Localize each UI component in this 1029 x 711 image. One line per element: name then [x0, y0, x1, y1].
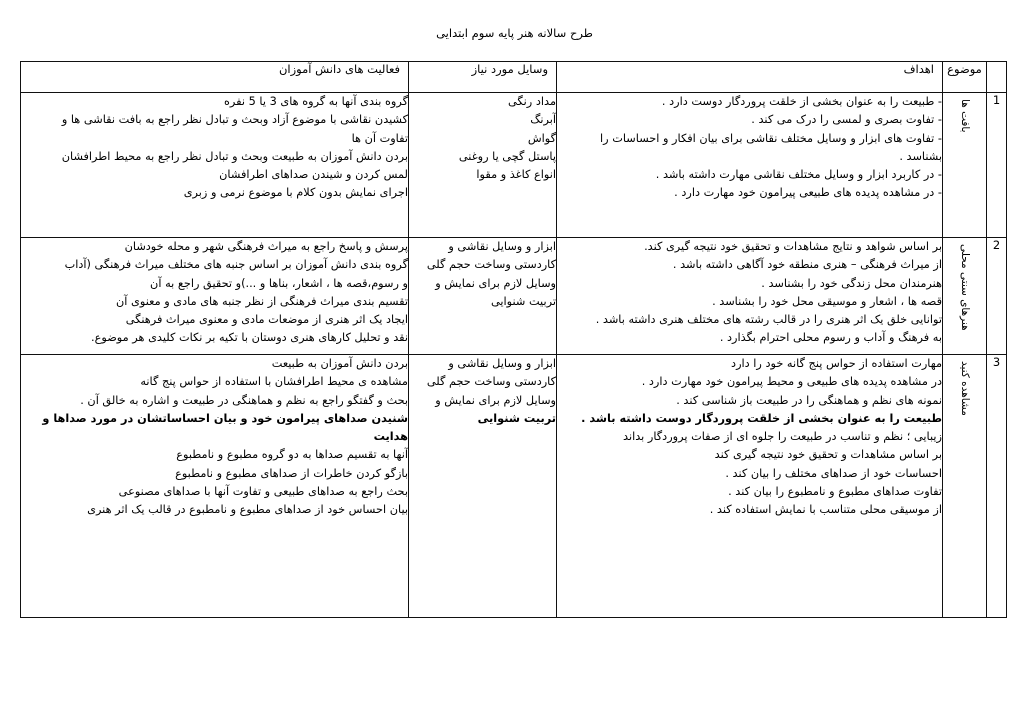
cell-line: تقسیم بندی میراث فرهنگی از نظر جنبه های مادی و معنوی آن — [116, 294, 408, 308]
cell-line: قصه ها ، اشعار و موسیقی محل خود را بشناسد . — [712, 294, 942, 308]
cell-line: بر اساس مشاهدات و تحقیق خود نتیجه گیری کند — [714, 448, 942, 462]
table-header — [21, 62, 1007, 93]
header-label-materials: وسایل مورد نیاز — [471, 62, 548, 76]
cell-line: کشیدن نقاشی با موضوع آزاد وبحث و تبادل نظر راجع به بافت نقاشی ها و — [61, 113, 408, 127]
cell-line: بر اساس شواهد و نتایج مشاهدات و تحقیق خود نتیجه گیری کند. — [644, 240, 942, 253]
cell-line: - در مشاهده پدیده های طبیعی پیرامون خود مهارت دارد . — [674, 186, 942, 200]
row-materials — [409, 238, 557, 355]
header-cell-subject — [943, 62, 987, 93]
cell-line: مهارت استفاده از حواس پنج گانه خود را دارد — [731, 357, 942, 370]
cell-line: اجرای نمایش بدون کلام با موضوع نرمی و زبری — [183, 186, 408, 200]
annual-plan-table — [20, 61, 1007, 618]
cell-line: احساسات خود از صداهای مختلف را بیان کند . — [725, 466, 942, 480]
cell-line: گواش — [527, 131, 556, 145]
row-subject-label: مشاهده کنید — [959, 361, 972, 416]
table-row — [21, 355, 1007, 618]
row-subject — [943, 238, 987, 355]
cell-line: بازگو کردن خاطرات از صداهای مطبوع و نامطبوع — [175, 466, 408, 480]
cell-line: کاردستی وساخت حجم گلی — [426, 375, 556, 389]
row-goals — [557, 355, 943, 618]
cell-line: - طبیعت را به عنوان بخشی از خلقت پروردگار دوست دارد . — [661, 95, 942, 108]
cell-line: آنها به تقسیم صداها به دو گروه مطبوع و نامطبوع — [176, 448, 408, 462]
cell-line: وسایل لازم برای نمایش و — [435, 393, 556, 407]
cell-line: - تفاوت های ابزار و وسایل مختلف نقاشی برای بیان افکار و احساسات را — [600, 131, 942, 145]
cell-line: توانایی خلق یک اثر هنری را در قالب رشته های مختلف هنری داشته باشد . — [595, 313, 942, 327]
annual-plan-table-container — [21, 61, 1007, 618]
cell-line: لمس کردن و شیندن صداهای اطرافشان — [219, 168, 408, 182]
cell-line: بحث راجع به صداهای طبیعی و تفاوت آنها با صداهای مصنوعی — [118, 485, 408, 499]
cell-line: شنیدن صداهای پیرامون خود و بیان احساساتشان در مورد صداها و هدایت — [42, 411, 408, 444]
header-row — [21, 62, 1007, 93]
row-activities — [21, 238, 409, 355]
cell-line: ابزار و وسایل نقاشی و — [448, 357, 556, 370]
table-body — [21, 93, 1007, 618]
row-goals — [557, 93, 943, 238]
row-subject-label: بافت ها — [959, 99, 972, 133]
cell-line: مشاهده ی محیط اطرافشان با استفاده از حواس پنج گانه — [140, 375, 408, 389]
table-row — [21, 238, 1007, 355]
cell-line: و رسوم،قصه ها ، اشعار، بناها و ...)و تحقیق راجع به آن — [150, 276, 408, 290]
cell-line: - تفاوت بصری و لمسی را درک می کند . — [751, 113, 942, 127]
cell-line: بردن دانش آموزان به طبیعت وبحث و تبادل نظر راجع به محیط اطرافشان — [61, 149, 408, 163]
cell-line: مداد رنگی — [508, 95, 556, 108]
cell-line: طبیعت را به عنوان بخشی از خلقت پروردگار دوست داشته باشد . — [581, 411, 942, 425]
header-cell-number — [987, 62, 1007, 93]
cell-line: بیان احساس خود از صداهای مطبوع و نامطبوع در قالب یک اثر هنری — [87, 503, 408, 517]
cell-line: از موسیقی محلی متناسب با نمایش استفاده کند . — [709, 503, 942, 517]
cell-line: انواع کاغذ و مقوا — [476, 168, 556, 182]
row-subject-label: هنرهای سنتی محلی — [959, 244, 972, 331]
cell-line: نقد و تحلیل کارهای هنری دوستان با تکیه بر نکات کلیدی هر موضوع. — [91, 331, 408, 345]
cell-line: پرسش و پاسخ راجع به میراث فرهنگی شهر و محله خودشان — [124, 240, 408, 253]
row-materials — [409, 93, 557, 238]
row-number: 2 — [987, 238, 1007, 355]
cell-line: کاردستی وساخت حجم گلی — [426, 258, 556, 272]
cell-line: بحث و گفتگو راجع به نظم و هماهنگی در طبیعت و اشاره به خالق آن . — [80, 393, 408, 407]
row-activities — [21, 93, 409, 238]
cell-line: تربیت شنوایی — [490, 294, 556, 308]
cell-line: در مشاهده پدیده های طبیعی و محیط پیرامون خود مهارت دارد . — [641, 375, 942, 389]
header-cell-activities — [21, 62, 409, 93]
header-label-goals: اهداف — [903, 62, 934, 76]
cell-line: هنرمندان محل زندگی خود را بشناسد . — [761, 276, 942, 290]
row-subject — [943, 355, 987, 618]
header-label-activities: فعالیت های دانش آموزان — [278, 62, 400, 76]
table-row — [21, 93, 1007, 238]
cell-line: آبرنگ — [530, 113, 556, 127]
cell-line: گروه بندی دانش آموزان بر اساس جنبه های مختلف میراث فرهنگی (آداب — [64, 258, 408, 272]
cell-line: بردن دانش آموزان به طبیعت — [271, 357, 408, 370]
row-number: 3 — [987, 355, 1007, 618]
cell-line: تفاوت صداهای مطبوع و نامطبوع را بیان کند . — [728, 485, 942, 499]
row-subject — [943, 93, 987, 238]
header-cell-materials — [409, 62, 557, 93]
cell-line: ایجاد یک اثر هنری از موضعات مادی و معنوی میراث فرهنگی — [125, 313, 408, 327]
cell-line: به فرهنگ و آداب و رسوم محلی احترام بگذارد . — [719, 331, 942, 345]
cell-line: تربیت شنوایی — [477, 411, 556, 425]
cell-line: - در کاربرد ابزار و وسایل مختلف نقاشی مهارت داشته باشد . — [655, 168, 942, 182]
cell-line: ابزار و وسایل نقاشی و — [448, 240, 556, 253]
cell-line: تفاوت آن ها — [351, 131, 408, 145]
cell-line: از میراث فرهنگی – هنری منطقه خود آگاهی داشته باشد . — [672, 258, 942, 272]
row-materials — [409, 355, 557, 618]
cell-line: پاستل گچی یا روغنی — [458, 149, 556, 163]
cell-line: وسایل لازم برای نمایش و — [435, 276, 556, 290]
cell-line: زیبایی ؛ نظم و تناسب در طبیعت را جلوه ای از صفات پروردگار بداند — [623, 430, 942, 444]
cell-line: نمونه های نظم و هماهنگی را در طبیعت باز شناسی کند . — [676, 393, 942, 407]
header-label-subject: موضوع — [947, 62, 982, 76]
row-number: 1 — [987, 93, 1007, 238]
header-cell-goals — [557, 62, 943, 93]
row-activities — [21, 355, 409, 618]
page-title: طرح سالانه هنر پایه سوم ابتدایی — [436, 26, 593, 40]
cell-line: بشناسد . — [899, 149, 942, 163]
row-goals — [557, 238, 943, 355]
cell-line: گروه بندی آنها به گروه های 3 یا 5 نفره — [224, 95, 408, 108]
